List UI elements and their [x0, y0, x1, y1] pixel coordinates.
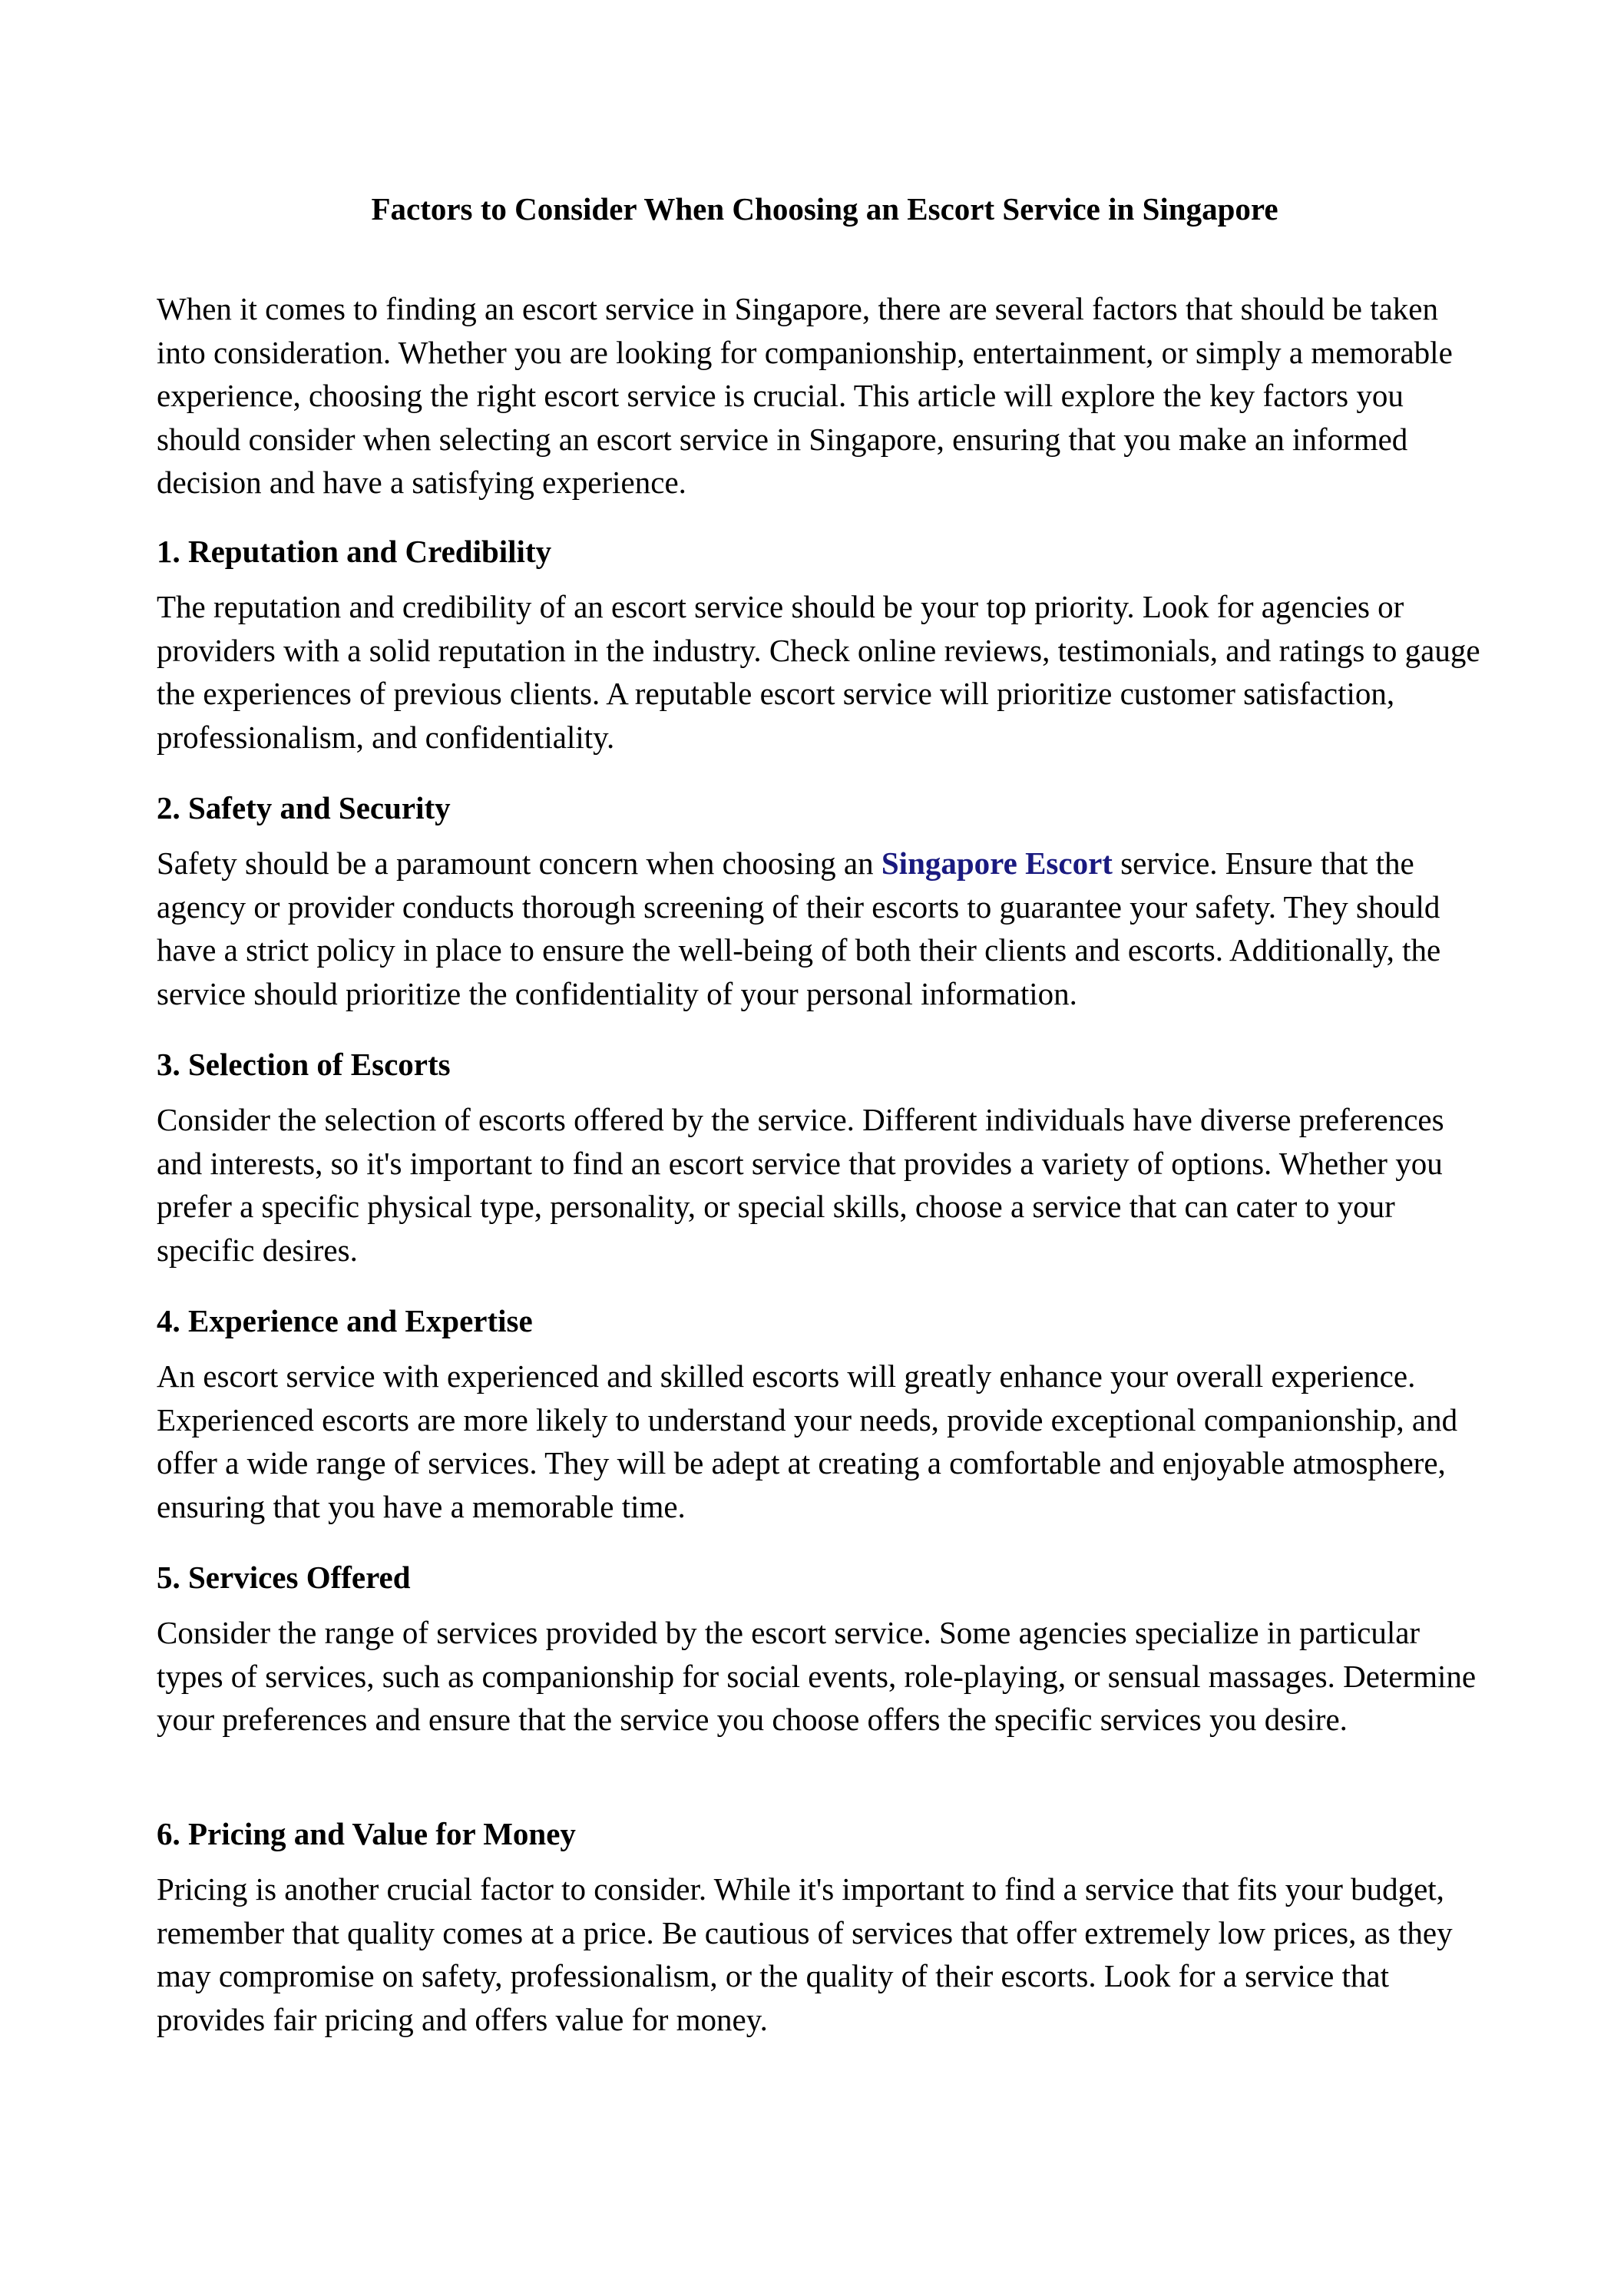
section-body: Consider the range of services provided by the escort service. Some agencies specialize in particular types of services, such as companionship for social events, role-playing, or sensual massages. Determine your preferences and ensure that the service you choose offers the specific services you desire.: [157, 1615, 1477, 1738]
section-body: The reputation and credibility of an escort service should be your top priority. Look for agencies or providers with a solid reputation in the industry. Check online reviews, testimonials, and ratings to gauge the experiences of previous clients. A reputable escort service will prioritize customer satisfaction, professionalism, and confidentiality.: [157, 589, 1480, 755]
section-services: [157, 1556, 1493, 1742]
section-heading: 1. Reputation and Credibility: [157, 534, 552, 569]
section-heading: 6. Pricing and Value for Money: [157, 1816, 576, 1851]
section-heading: 5. Services Offered: [157, 1560, 411, 1595]
section-safety: [157, 786, 1493, 1015]
section-body: An escort service with experienced and skilled escorts will greatly enhance your overall experience. Experienced escorts are more likely to understand your needs, provide exceptional companionship, and offer a wide range of services. They will be adept at creating a comfortable and enjoyable atmosphere, ensuring that you have a memorable time.: [157, 1358, 1458, 1524]
section-pricing: [157, 1812, 1493, 2041]
section-body: Consider the selection of escorts offered by the service. Different individuals have diverse preferences and interests, so it's important to find an escort service that provides a variety of options. Whether you prefer a specific physical type, personality, or special skills, choose a service that can cater to your specific desires.: [157, 1102, 1444, 1268]
section-heading: 3. Selection of Escorts: [157, 1047, 451, 1082]
section-body-text: service. Ensure that the agency or provider conducts thorough screening of their escorts to guarantee your safety. They should have a strict policy in place to ensure the well-being of both their clients and escorts. Additionally, the service should prioritize the confidentiality of your personal information.: [157, 845, 1441, 1011]
section-body: Pricing is another crucial factor to consider. While it's important to find a service that fits your budget, remember that quality comes at a price. Be cautious of services that offer extremely low prices, as they may compromise on safety, professionalism, or the quality of their escorts. Look for a service that provides fair pricing and offers value for money.: [157, 1871, 1453, 2037]
section-body: [157, 842, 1493, 1015]
section-experience: [157, 1299, 1493, 1528]
page-title: Factors to Consider When Choosing an Escort Service in Singapore: [371, 191, 1278, 227]
section-selection: [157, 1043, 1493, 1272]
section-heading: 2. Safety and Security: [157, 790, 451, 825]
section-heading: 4. Experience and Expertise: [157, 1303, 533, 1338]
section-reputation: [157, 530, 1493, 759]
intro-paragraph: When it comes to finding an escort service in Singapore, there are several factors that should be taken into consideration. Whether you are looking for companionship, entertainment, or simply a memorable experience, choosing the right escort service is crucial. This article will explore the key factors you should consider when selecting an escort service in Singapore, ensuring that you make an informed decision and have a satisfying experience.: [157, 291, 1453, 501]
singapore-escort-link[interactable]: Singapore Escort: [881, 845, 1113, 881]
section-body-text: Safety should be a paramount concern when choosing an: [157, 845, 881, 881]
